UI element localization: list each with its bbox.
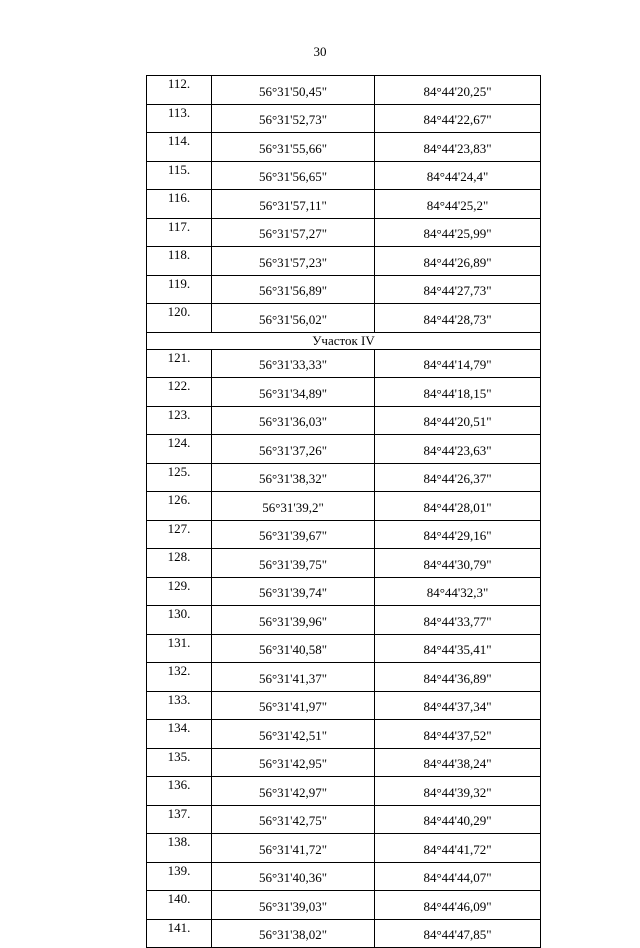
table-row <box>147 76 541 105</box>
table-row <box>147 275 541 304</box>
point-number-cell: 141. <box>147 919 212 948</box>
point-number-cell: 117. <box>147 218 212 247</box>
longitude-cell: 84°44'44,07" <box>375 862 541 891</box>
point-number-cell: 120. <box>147 304 212 333</box>
point-number-cell: 127. <box>147 520 212 549</box>
longitude-cell: 84°44'23,83" <box>375 133 541 162</box>
latitude-cell: 56°31'41,97" <box>212 691 375 720</box>
point-number-cell: 135. <box>147 748 212 777</box>
latitude-cell: 56°31'38,32" <box>212 463 375 492</box>
longitude-cell: 84°44'32,3" <box>375 577 541 606</box>
latitude-cell: 56°31'40,36" <box>212 862 375 891</box>
longitude-cell: 84°44'46,09" <box>375 891 541 920</box>
longitude-cell: 84°44'37,52" <box>375 720 541 749</box>
latitude-cell: 56°31'33,33" <box>212 349 375 378</box>
latitude-cell: 56°31'38,02" <box>212 919 375 948</box>
table-row <box>147 720 541 749</box>
point-number-cell: 128. <box>147 549 212 578</box>
table-row <box>147 691 541 720</box>
table-row <box>147 190 541 219</box>
point-number-cell: 125. <box>147 463 212 492</box>
point-number-cell: 122. <box>147 378 212 407</box>
table-row <box>147 304 541 333</box>
latitude-cell: 56°31'39,75" <box>212 549 375 578</box>
point-number-cell: 134. <box>147 720 212 749</box>
latitude-cell: 56°31'40,58" <box>212 634 375 663</box>
point-number-cell: 131. <box>147 634 212 663</box>
point-number-cell: 124. <box>147 435 212 464</box>
point-number-cell: 126. <box>147 492 212 521</box>
longitude-cell: 84°44'29,16" <box>375 520 541 549</box>
latitude-cell: 56°31'41,72" <box>212 834 375 863</box>
point-number-cell: 112. <box>147 76 212 105</box>
point-number-cell: 138. <box>147 834 212 863</box>
table-row <box>147 247 541 276</box>
table-row <box>147 406 541 435</box>
point-number-cell: 136. <box>147 777 212 806</box>
table-row <box>147 549 541 578</box>
point-number-cell: 130. <box>147 606 212 635</box>
coordinates-table-part-1 <box>147 76 541 333</box>
section-header-group <box>147 332 541 349</box>
table-row <box>147 378 541 407</box>
point-number-cell: 115. <box>147 161 212 190</box>
coordinates-table-part-2 <box>147 349 541 948</box>
table-row <box>147 606 541 635</box>
point-number-cell: 129. <box>147 577 212 606</box>
point-number-cell: 116. <box>147 190 212 219</box>
table-row <box>147 634 541 663</box>
longitude-cell: 84°44'35,41" <box>375 634 541 663</box>
latitude-cell: 56°31'42,51" <box>212 720 375 749</box>
table-row <box>147 218 541 247</box>
table-row <box>147 805 541 834</box>
point-number-cell: 114. <box>147 133 212 162</box>
longitude-cell: 84°44'41,72" <box>375 834 541 863</box>
latitude-cell: 56°31'57,27" <box>212 218 375 247</box>
point-number-cell: 119. <box>147 275 212 304</box>
table-row <box>147 663 541 692</box>
table-row <box>147 834 541 863</box>
table-row <box>147 492 541 521</box>
section-header-row <box>147 332 541 349</box>
longitude-cell: 84°44'18,15" <box>375 378 541 407</box>
table-row <box>147 777 541 806</box>
longitude-cell: 84°44'22,67" <box>375 104 541 133</box>
longitude-cell: 84°44'30,79" <box>375 549 541 578</box>
point-number-cell: 140. <box>147 891 212 920</box>
table-row <box>147 577 541 606</box>
point-number-cell: 121. <box>147 349 212 378</box>
point-number-cell: 133. <box>147 691 212 720</box>
latitude-cell: 56°31'37,26" <box>212 435 375 464</box>
latitude-cell: 56°31'42,97" <box>212 777 375 806</box>
table-row <box>147 349 541 378</box>
latitude-cell: 56°31'50,45" <box>212 76 375 105</box>
table-row <box>147 463 541 492</box>
longitude-cell: 84°44'26,89" <box>375 247 541 276</box>
point-number-cell: 132. <box>147 663 212 692</box>
coordinates-table <box>146 75 541 948</box>
latitude-cell: 56°31'56,02" <box>212 304 375 333</box>
latitude-cell: 56°31'39,03" <box>212 891 375 920</box>
latitude-cell: 56°31'39,2" <box>212 492 375 521</box>
table-row <box>147 104 541 133</box>
latitude-cell: 56°31'39,96" <box>212 606 375 635</box>
latitude-cell: 56°31'34,89" <box>212 378 375 407</box>
point-number-cell: 137. <box>147 805 212 834</box>
longitude-cell: 84°44'36,89" <box>375 663 541 692</box>
table-row <box>147 133 541 162</box>
latitude-cell: 56°31'56,89" <box>212 275 375 304</box>
longitude-cell: 84°44'20,25" <box>375 76 541 105</box>
longitude-cell: 84°44'39,32" <box>375 777 541 806</box>
longitude-cell: 84°44'24,4" <box>375 161 541 190</box>
latitude-cell: 56°31'39,74" <box>212 577 375 606</box>
longitude-cell: 84°44'38,24" <box>375 748 541 777</box>
longitude-cell: 84°44'26,37" <box>375 463 541 492</box>
section-header: Участок IV <box>147 332 541 349</box>
longitude-cell: 84°44'33,77" <box>375 606 541 635</box>
point-number-cell: 123. <box>147 406 212 435</box>
latitude-cell: 56°31'52,73" <box>212 104 375 133</box>
latitude-cell: 56°31'56,65" <box>212 161 375 190</box>
table-row <box>147 919 541 948</box>
longitude-cell: 84°44'27,73" <box>375 275 541 304</box>
point-number-cell: 139. <box>147 862 212 891</box>
longitude-cell: 84°44'40,29" <box>375 805 541 834</box>
longitude-cell: 84°44'25,2" <box>375 190 541 219</box>
latitude-cell: 56°31'39,67" <box>212 520 375 549</box>
longitude-cell: 84°44'37,34" <box>375 691 541 720</box>
page-number: 30 <box>313 44 327 59</box>
latitude-cell: 56°31'41,37" <box>212 663 375 692</box>
latitude-cell: 56°31'55,66" <box>212 133 375 162</box>
longitude-cell: 84°44'20,51" <box>375 406 541 435</box>
longitude-cell: 84°44'25,99" <box>375 218 541 247</box>
latitude-cell: 56°31'57,23" <box>212 247 375 276</box>
latitude-cell: 56°31'42,95" <box>212 748 375 777</box>
table-row <box>147 748 541 777</box>
point-number-cell: 118. <box>147 247 212 276</box>
table-row <box>147 161 541 190</box>
latitude-cell: 56°31'42,75" <box>212 805 375 834</box>
latitude-cell: 56°31'36,03" <box>212 406 375 435</box>
longitude-cell: 84°44'28,01" <box>375 492 541 521</box>
longitude-cell: 84°44'47,85" <box>375 919 541 948</box>
table-row <box>147 435 541 464</box>
longitude-cell: 84°44'23,63" <box>375 435 541 464</box>
table-row <box>147 520 541 549</box>
table-row <box>147 862 541 891</box>
latitude-cell: 56°31'57,11" <box>212 190 375 219</box>
longitude-cell: 84°44'28,73" <box>375 304 541 333</box>
longitude-cell: 84°44'14,79" <box>375 349 541 378</box>
point-number-cell: 113. <box>147 104 212 133</box>
